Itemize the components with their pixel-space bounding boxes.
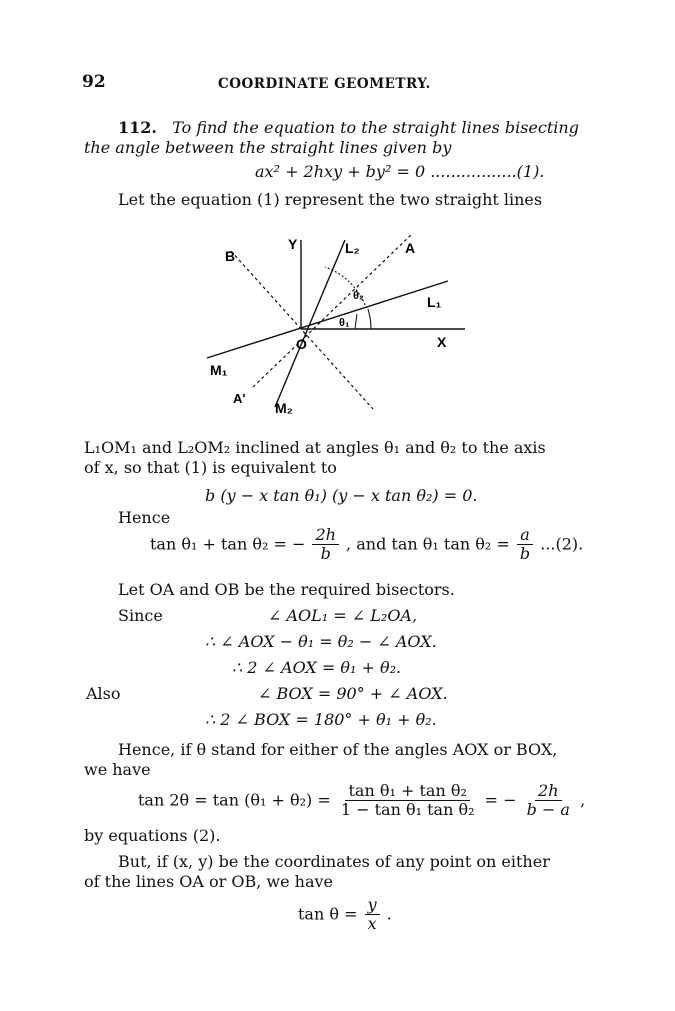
tan2-fraction-1 — [338, 782, 478, 819]
tan2-fraction-2-numerator: 2h — [535, 782, 561, 801]
step-1: ∠ AOL₁ = ∠ L₂OA, — [268, 606, 418, 625]
step-4: ∠ BOX = 90° + ∠ AOX. — [258, 684, 448, 703]
label-M1: M₁ — [210, 362, 228, 378]
by-equations-line: by equations (2). — [84, 826, 221, 845]
line-L1-M1 — [207, 281, 448, 358]
tan2-end: , — [580, 790, 586, 810]
paragraph-2-line-2: we have — [84, 760, 151, 779]
bisectors-line: Let OA and OB be the required bisectors. — [118, 580, 455, 599]
arc-theta1 — [368, 309, 371, 329]
eq2-fraction-1-denominator: b — [320, 544, 331, 563]
article-number: 112. — [118, 118, 157, 137]
step-2: ∴ ∠ AOX − θ₁ = θ₂ − ∠ AOX. — [205, 632, 437, 651]
intro-line: Let the equation (1) represent the two straight lines — [118, 190, 543, 209]
line-L2-M2 — [275, 240, 345, 407]
bisector-OB — [231, 251, 373, 409]
label-Y: Y — [288, 236, 298, 252]
eq2-fraction-1 — [312, 526, 338, 563]
final-fraction — [365, 896, 380, 933]
label-M2: M₂ — [275, 400, 293, 416]
running-title: COORDINATE GEOMETRY. — [218, 76, 431, 92]
final-end: . — [386, 904, 392, 924]
label-theta2: θ₂ — [353, 290, 364, 302]
label-L1: L₁ — [427, 294, 442, 310]
eq2-fraction-2-numerator: a — [517, 526, 533, 545]
paragraph-3-line-2: of the lines OA or OB, we have — [84, 872, 334, 891]
final-denominator: x — [367, 914, 377, 933]
label-A-prime: A' — [233, 391, 246, 406]
equation-2 — [150, 526, 583, 563]
final-left: tan θ = — [298, 904, 358, 924]
label-L2: L₂ — [345, 240, 360, 256]
also-label: Also — [86, 684, 121, 703]
equation-product: b (y − x tan θ₁) (y − x tan θ₂) = 0. — [205, 486, 478, 505]
tan2-equals: = − — [484, 790, 517, 810]
step-5: ∴ 2 ∠ BOX = 180° + θ₁ + θ₂. — [205, 710, 437, 729]
tan2-left: tan 2θ = tan (θ₁ + θ₂) = — [138, 790, 331, 810]
article-heading-line-2: the angle between the straight lines given by — [84, 138, 452, 157]
hence-label: Hence — [118, 508, 171, 527]
tan2-fraction-2-denominator: b − a — [526, 800, 570, 819]
tan2-fraction-2 — [524, 782, 573, 819]
bisector-figure — [195, 225, 485, 430]
step-3: ∴ 2 ∠ AOX = θ₁ + θ₂. — [232, 658, 402, 677]
eq2-end: ...(2). — [540, 534, 584, 554]
label-B: B — [225, 248, 236, 264]
eq2-middle: , and tan θ₁ tan θ₂ = — [346, 534, 510, 554]
since-label: Since — [118, 606, 163, 625]
paragraph-3-line-1: But, if (x, y) be the coordinates of any point on either — [118, 852, 550, 871]
paragraph-2-line-1: Hence, if θ stand for either of the angles AOX or BOX, — [118, 740, 558, 759]
article-heading-text: To find the equation to the straight lines bisecting — [172, 118, 579, 137]
paragraph-1-line-1: L₁OM₁ and L₂OM₂ inclined at angles θ₁ and θ₂ to the axis — [84, 438, 546, 457]
label-X: X — [437, 334, 447, 350]
eq2-fraction-1-numerator: 2h — [312, 526, 338, 545]
equation-1: ax² + 2hxy + by² = 0 .................(1). — [255, 162, 545, 181]
label-O: O — [296, 336, 307, 352]
article-heading-line-1 — [118, 118, 579, 138]
eq2-fraction-2 — [517, 526, 533, 563]
tan2-fraction-1-numerator: tan θ₁ + tan θ₂ — [345, 782, 469, 801]
final-equation — [298, 896, 392, 933]
tan-2theta-equation — [138, 782, 585, 819]
eq2-left: tan θ₁ + tan θ₂ = − — [150, 534, 306, 554]
eq2-fraction-2-denominator: b — [519, 544, 531, 563]
tan2-fraction-1-denominator: 1 − tan θ₁ tan θ₂ — [340, 800, 475, 819]
label-A: A — [405, 240, 416, 256]
label-theta1: θ₁ — [339, 317, 350, 329]
page-number: 92 — [82, 72, 106, 92]
final-numerator: y — [365, 896, 380, 915]
paragraph-1-line-2: of x, so that (1) is equivalent to — [84, 458, 337, 477]
